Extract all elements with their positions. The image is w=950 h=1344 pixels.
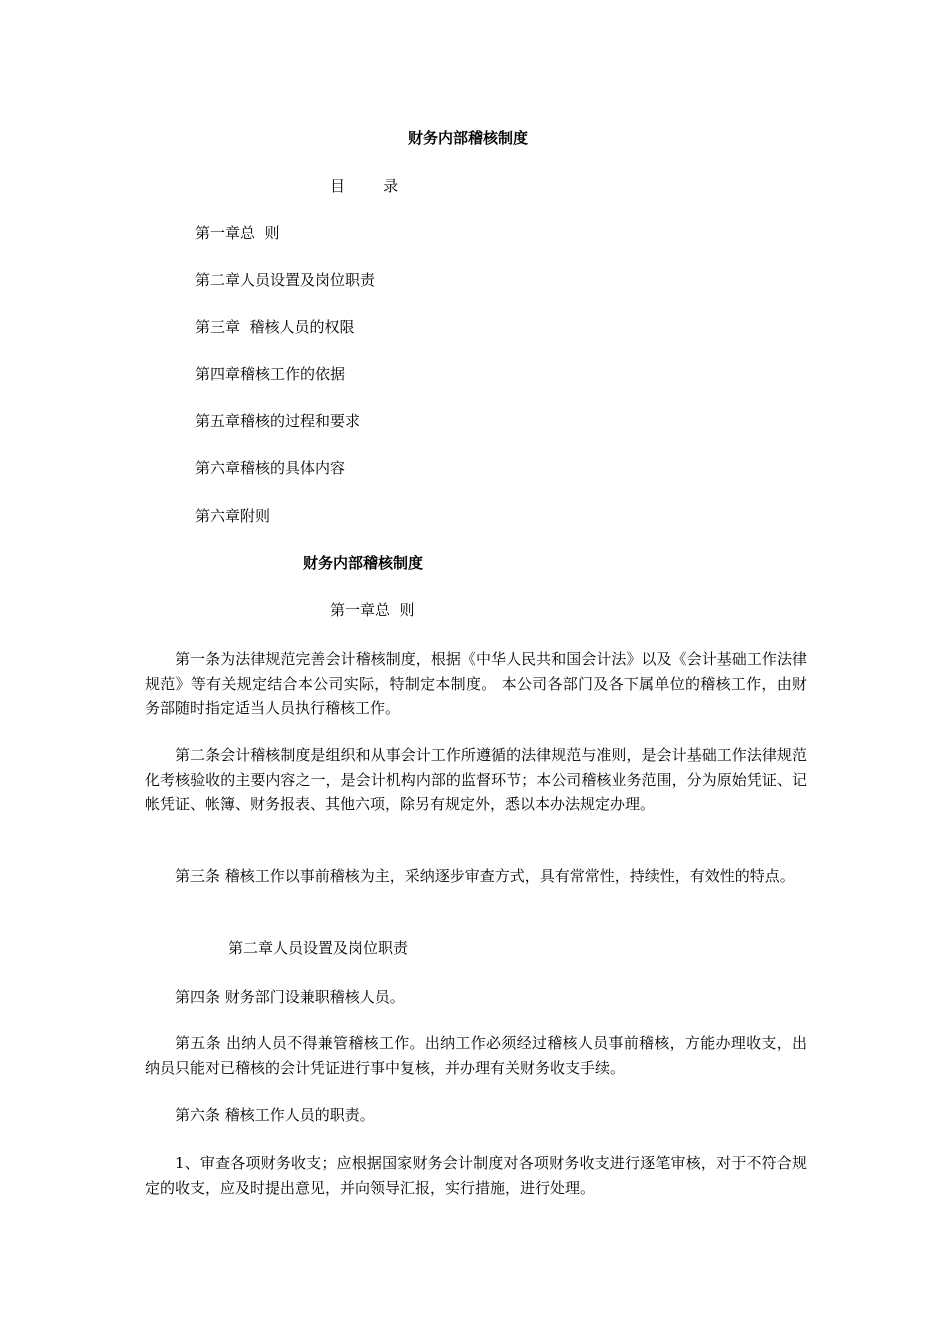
- article-4: 第四条 财务部门设兼职稽核人员。: [175, 988, 405, 1006]
- chapter-2-heading: 第二章人员设置及岗位职责: [228, 939, 409, 957]
- toc-item-4: 第四章稽核工作的依据: [195, 365, 346, 383]
- toc-item-2: 第二章人员设置及岗位职责: [195, 271, 376, 289]
- toc-item-7: 第六章附则: [195, 507, 271, 525]
- toc-heading: 目 录: [330, 177, 399, 195]
- toc-item-5: 第五章稽核的过程和要求: [195, 412, 361, 430]
- document-title-main: 财务内部稽核制度: [303, 554, 424, 572]
- toc-item-3: 第三章 稽核人员的权限: [195, 318, 355, 336]
- document-title-top: 财务内部稽核制度: [408, 129, 529, 147]
- toc-item-1: 第一章总 则: [195, 224, 280, 242]
- chapter-1-heading: 第一章总 则: [330, 601, 415, 619]
- article-1: 第一条为法律规范完善会计稽核制度，根据《中华人民共和国会计法》以及《会计基础工作法律规范》等有关规定结合本公司实际，特制定本制度。 本公司各部门及各下属单位的稽核工作，由财务部随时指定适当人员执行稽核工作。: [145, 650, 807, 717]
- article-6: 第六条 稽核工作人员的职责。: [175, 1106, 375, 1124]
- toc-item-6: 第六章稽核的具体内容: [195, 459, 346, 477]
- article-6-item-1: 1、审查各项财务收支；应根据国家财务会计制度对各项财务收支进行逐笔审核，对于不符合规定的收支，应及时提出意见，并向领导汇报，实行措施，进行处理。: [145, 1154, 807, 1197]
- article-5: 第五条 出纳人员不得兼管稽核工作。出纳工作必须经过稽核人员事前稽核，方能办理收支，出纳员只能对已稽核的会计凭证进行事中复核，并办理有关财务收支手续。: [145, 1034, 807, 1077]
- article-3: 第三条 稽核工作以事前稽核为主，采纳逐步审查方式，具有常常性，持续性，有效性的特点。: [175, 867, 795, 885]
- article-2: 第二条会计稽核制度是组织和从事会计工作所遵循的法律规范与准则，是会计基础工作法律规范化考核验收的主要内容之一，是会计机构内部的监督环节；本公司稽核业务范围，分为原始凭证、记帐凭证、帐簿、财务报表、其他六项，除另有规定外，悉以本办法规定办理。: [145, 746, 807, 813]
